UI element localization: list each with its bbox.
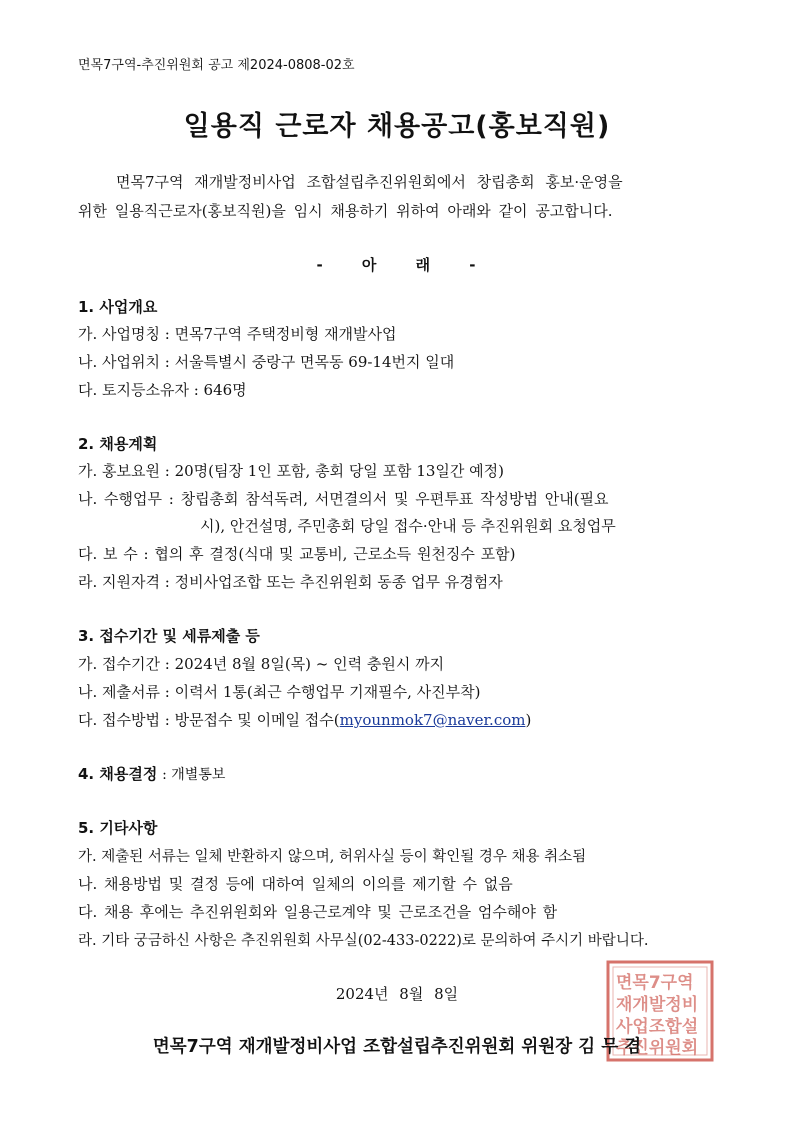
- intro-line-2: 위한 일용직근로자(홍보직원)을 임시 채용하기 위하여 아래와 같이 공고합니다.: [78, 202, 613, 220]
- section-2-item: 라. 지원자격 : 정비사업조합 또는 추진위원회 동종 업무 유경험자: [78, 573, 503, 591]
- svg-text:면목7구역: 면목7구역: [616, 973, 694, 993]
- section-1-item: 나. 사업위치 : 서울특별시 중랑구 면목동 69-14번지 일대: [78, 353, 455, 371]
- email-close-paren: ): [525, 711, 532, 729]
- section-2-item: 다. 보 수 : 협의 후 결정(식대 및 교통비, 근로소득 원천징수 포함): [78, 545, 516, 563]
- section-5-title: 5. 기타사항: [78, 819, 158, 837]
- section-3-item: 가. 접수기간 : 2024년 8월 8일(목) ~ 인력 충원시 까지: [78, 655, 445, 673]
- section-4-line: [78, 763, 225, 784]
- section-2-item-continued: 시), 안건설명, 주민총회 당일 접수·안내 등 추진위원회 요청업무: [200, 517, 616, 535]
- section-1-title: 1. 사업개요: [78, 298, 158, 316]
- below-heading: - 아 래 -: [316, 256, 478, 274]
- section-3-item: 나. 제출서류 : 이력서 1통(최근 수행업무 기재필수, 사진부착): [78, 683, 481, 701]
- section-5-item: 가. 제출된 서류는 일체 반환하지 않으며, 허위사실 등이 확인될 경우 채용 취소됨: [78, 849, 587, 865]
- issuer-signature-line: 면목7구역 재개발정비사업 조합설립추진위원회 위원장 김 무 겸: [152, 1037, 642, 1057]
- section-4-title: 4. 채용결정: [78, 765, 158, 783]
- section-5-item: 다. 채용 후에는 추진위원회와 일용근로계약 및 근로조건을 엄수해야 함: [78, 903, 558, 921]
- section-3-item: 다. 접수방법 : 방문접수 및 이메일 접수(: [78, 711, 340, 729]
- document-date: 2024년 8월 8일: [335, 985, 459, 1003]
- svg-text:재개발정비: 재개발정비: [616, 995, 699, 1015]
- email-link[interactable]: myounmok7@naver.com: [339, 711, 526, 729]
- svg-text:사업조합설: 사업조합설: [616, 1017, 699, 1037]
- section-5-item: 라. 기타 궁금하신 사항은 추진위원회 사무실(02-433-0222)로 문의하여 주시기 바랍니다.: [78, 933, 649, 949]
- notice-number: 면목7구역-추진위원회 공고 제2024-0808-02호: [78, 58, 355, 73]
- section-5-item: 나. 채용방법 및 결정 등에 대하여 일체의 이의를 제기할 수 없음: [78, 875, 513, 893]
- intro-line-1: 면목7구역 재개발정비사업 조합설립추진위원회에서 창립총회 홍보·운영을: [116, 173, 623, 191]
- section-3-title: 3. 접수기간 및 세류제출 등: [78, 627, 260, 645]
- section-1-item: 다. 토지등소유자 : 646명: [78, 381, 247, 399]
- page-title: 일용직 근로자 채용공고(홍보직원): [183, 111, 611, 142]
- section-4-value: : 개별통보: [162, 767, 226, 783]
- section-2-item: 가. 홍보요원 : 20명(팀장 1인 포함, 총회 당일 포함 13일간 예정): [78, 462, 504, 480]
- section-2-title: 2. 채용계획: [78, 435, 158, 453]
- svg-text:추진위원회: 추진위원회: [616, 1038, 699, 1058]
- section-2-item: 나. 수행업무 : 창립총회 참석독려, 서면결의서 및 우편투표 작성방법 안내(필요: [78, 490, 609, 508]
- section-1-item: 가. 사업명칭 : 면목7구역 주택정비형 재개발사업: [78, 325, 397, 343]
- section-3-item-email-line: [78, 709, 531, 730]
